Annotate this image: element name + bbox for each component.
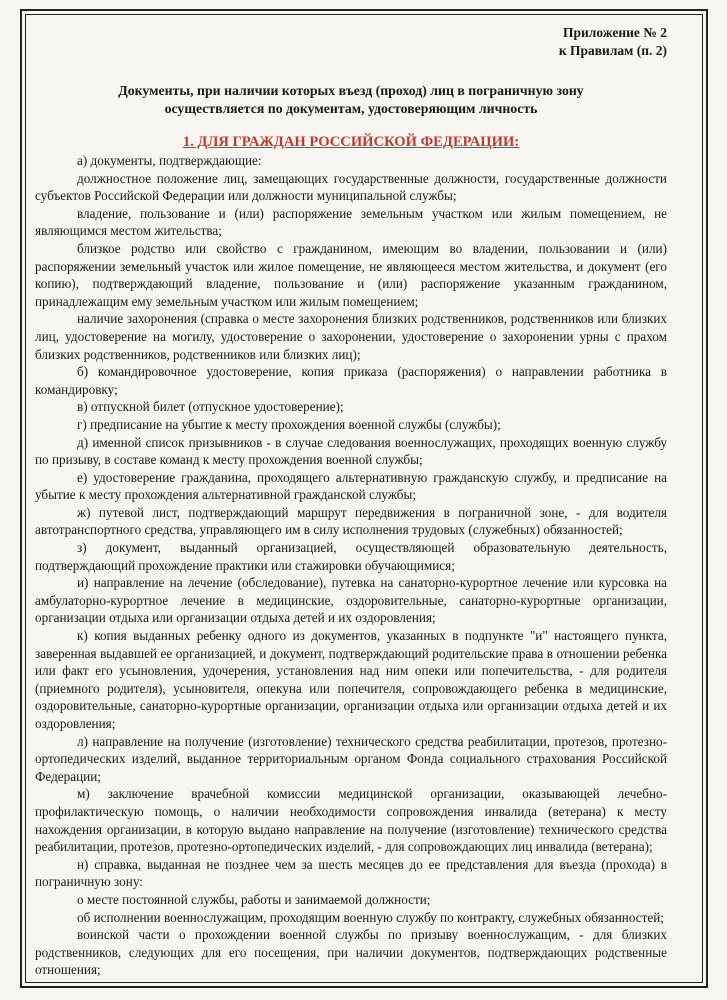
paragraph: м) заключение врачебной комиссии медицинской организации, оказывающей лечебно-профилактическую помощь, о наличии необходимости сопровождения инвалида (ветерана) к месту нахождения организации, в которую выдано направление на получение (изготовление) технического средства реабилитации, протезов, протезно-ортопедических изделий, - для сопровождающих лиц инвалида (ветерана); xyxy=(35,786,667,855)
paragraph: наличие захоронения (справка о месте захоронения близких родственников, родственников или близких лиц, удостоверение на могилу, удостоверение о захоронении, удостоверение о захоронении урны с прахом близких родственников, родственников или близких лиц); xyxy=(35,311,667,362)
section-title: 1. ДЛЯ ГРАЖДАН РОССИЙСКОЙ ФЕДЕРАЦИИ: xyxy=(182,134,520,150)
document-title-line2: осуществляется по документам, удостоверяющим личность xyxy=(164,101,538,116)
paragraph: о месте постоянной службы, работы и занимаемой должности; xyxy=(77,891,431,907)
paragraph: з) документ, выданный организацией, осуществляющей образовательную деятельность, подтверждающий прохождение практики или стажировки обучающимися; xyxy=(35,540,667,573)
document-title xyxy=(35,82,667,118)
paragraph: близкое родство или свойство с гражданином, имеющим во владении, пользовании и (или) распоряжении земельный участок или жилое помещение, не являющееся местом жительства, и документ (его копию), подтверждающий владение, пользование и (или) распоряжение указанным гражданином, принадлежащим ему земельным участком или жилым помещением; xyxy=(35,240,667,309)
paragraph: должностное положение лиц, замещающих государственные должности, государственные должности субъектов Российской Федерации или должности муниципальной службы; xyxy=(35,170,667,204)
paragraph: д) именной список призывников - в случае следования военнослужащих, проходящих военную службу по призыву, в составе команд к месту прохождения военной службы; xyxy=(35,434,667,468)
paragraph: к) копия выданных ребенку одного из документов, указанных в подпункте "и" настоящего пункта, заверенная выдавшей ее организацией, и документ, подтверждающий родительские права в отношении ребенка или факт его усыновления, удочерения, установления над ним опеки или попечительства, - для родителя (приемного родителя), усыновителя, опекуна или попечителя, сопровождающего ребенка в медицинские, оздоровительные, санаторно-курортные организации, организации отдыха или организации отдыха детей и их оздоровления; xyxy=(35,628,667,731)
paragraph: и) направление на лечение (обследование), путевка на санаторно-курортное лечение или курсовка на амбулаторно-курортное лечение в медицинские, оздоровительные, санаторно-курортные организации, организации отдыха или организации отдыха детей и их оздоровления; xyxy=(35,575,667,626)
paragraph: е) удостоверение гражданина, проходящего альтернативную гражданскую службу, и предписание на убытие к месту прохождения альтернативной гражданской службы; xyxy=(35,469,667,503)
document-title-line1: Документы, при наличии которых въезд (проход) лиц в пограничную зону xyxy=(118,83,584,98)
paragraph: н) справка, выданная не позднее чем за шесть месяцев до ее представления для въезда (прохода) в пограничную зону: xyxy=(35,856,667,890)
paragraph-list xyxy=(35,152,667,979)
paragraph: об исполнении военнослужащим, проходящим военную службу по контракту, служебных обязанностей; xyxy=(77,909,664,925)
paragraph: ж) путевой лист, подтверждающий маршрут передвижения в пограничной зоне, - для водителя автотранспортного средства, управляющего им в силу исполнения трудовых (служебных) обязанностей; xyxy=(35,504,667,538)
paragraph: б) командировочное удостоверение, копия приказа (распоряжения) о направлении работника в командировку; xyxy=(35,364,667,397)
appendix-number: Приложение № 2 xyxy=(563,25,667,40)
paragraph: г) предписание на убытие к месту прохождения военной службы (службы); xyxy=(77,416,501,432)
document-body xyxy=(35,24,667,979)
appendix-label xyxy=(35,24,667,60)
paragraph: в) отпускной билет (отпускное удостоверение); xyxy=(77,399,344,415)
paragraph: владение, пользование и (или) распоряжение земельным участком или жилым помещением, не являющимся местом жительства; xyxy=(35,205,667,239)
paragraph: а) документы, подтверждающие: xyxy=(77,153,262,168)
paragraph: л) направление на получение (изготовление) технического средства реабилитации, протезов, протезно-ортопедических изделий, выданное территориальным органом Фонда социального страхования Российской Федерации; xyxy=(35,733,667,784)
paragraph: воинской части о прохождении военной службы по призыву военнослужащим, - для близких родственников, следующих для его посещения, при наличии документов, подтверждающих родственные отношения; xyxy=(35,927,667,978)
appendix-reference: к Правилам (п. 2) xyxy=(558,43,667,58)
